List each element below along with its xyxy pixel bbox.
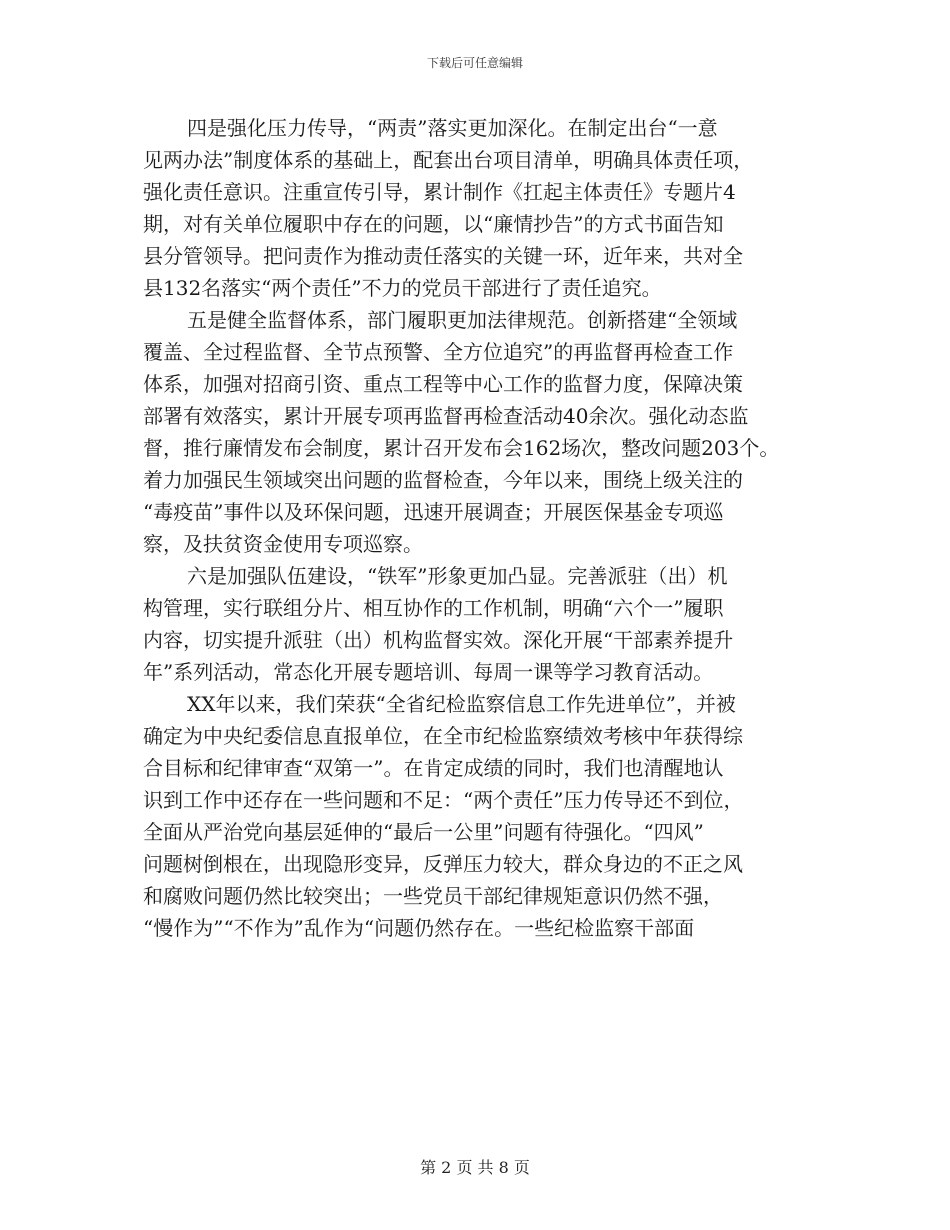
text-line: 覆盖、全过程监督、全节点预警、全方位追究”的再监督再检查工作: [143, 340, 734, 364]
page-footer: 第 2 页 共 8 页: [420, 1158, 530, 1177]
text-line: 识到工作中还存在一些问题和不足：“两个责任”压力传导还不到位，: [143, 788, 744, 812]
text-line: 县132名落实“两个责任”不力的党员干部进行了责任追究。: [143, 276, 662, 300]
text-line: 和腐败问题仍然比较突出；一些党员干部纪律规矩意识仍然不强，: [143, 884, 723, 908]
text-line: “慢作为”“不作为”乱作为“问题仍然存在。一些纪检监察干部面: [143, 916, 695, 940]
text-line: 内容，切实提升派驻（出）机构监督实效。深化开展“干部素养提升: [143, 628, 734, 652]
paragraph-team-building: [143, 560, 807, 688]
text-line: 见两办法”制度体系的基础上，配套出台项目清单，明确具体责任项，: [143, 148, 754, 172]
text-line: 体系，加强对招商引资、重点工程等中心工作的监督力度，保障决策: [143, 372, 743, 396]
text-line: 确定为中央纪委信息直报单位，在全市纪检监察绩效考核中年获得综: [143, 724, 743, 748]
text-line: 着力加强民生领域突出问题的监督检查，今年以来，围绕上级关注的: [143, 468, 743, 492]
page-header: 下载后可任意编辑: [426, 56, 523, 70]
text-line: 强化责任意识。注重宣传引导，累计制作《扛起主体责任》专题片4: [143, 180, 736, 204]
text-line: XX年以来，我们荣获“全省纪检监察信息工作先进单位”，并被: [187, 692, 736, 716]
document-body: [143, 112, 807, 944]
text-line: 合目标和纪律审查“双第一”。在肯定成绩的同时，我们也清醒地认: [143, 756, 724, 780]
text-line: 察，及扶贫资金使用专项巡察。: [143, 532, 423, 556]
text-line: 督，推行廉情发布会制度，累计召开发布会162场次，整改问题203个。: [143, 436, 780, 460]
text-line: 县分管领导。把问责作为推动责任落实的关键一环，近年来，共对全: [143, 244, 743, 268]
text-line: 全面从严治党向基层延伸的“最后一公里”问题有待强化。“四风”: [143, 820, 704, 844]
text-line: 年”系列活动，常态化开展专题培训、每周一课等学习教育活动。: [143, 660, 714, 684]
text-line: 部署有效落实，累计开展专项再监督再检查活动40余次。强化动态监: [143, 404, 749, 428]
paragraph-pressure-transmission: [143, 112, 807, 304]
paragraph-achievements-and-problems: [143, 688, 807, 944]
text-line: 问题树倒根在，出现隐形变异，反弹压力较大，群众身边的不正之风: [143, 852, 743, 876]
text-line: 构管理，实行联组分片、相互协作的工作机制，明确“六个一”履职: [143, 596, 724, 620]
text-line: 六是加强队伍建设，“铁军”形象更加凸显。完善派驻（出）机: [187, 564, 728, 588]
text-line: 四是强化压力传导，“两责”落实更加深化。在制定出台“一意: [187, 116, 718, 140]
paragraph-supervision-system: [143, 304, 807, 560]
text-line: 五是健全监督体系，部门履职更加法律规范。创新搭建“全领域: [187, 308, 738, 332]
text-line: “毒疫苗”事件以及环保问题，迅速开展调查；开展医保基金专项巡: [143, 500, 724, 524]
text-line: 期，对有关单位履职中存在的问题，以“廉情抄告”的方式书面告知: [143, 212, 724, 236]
